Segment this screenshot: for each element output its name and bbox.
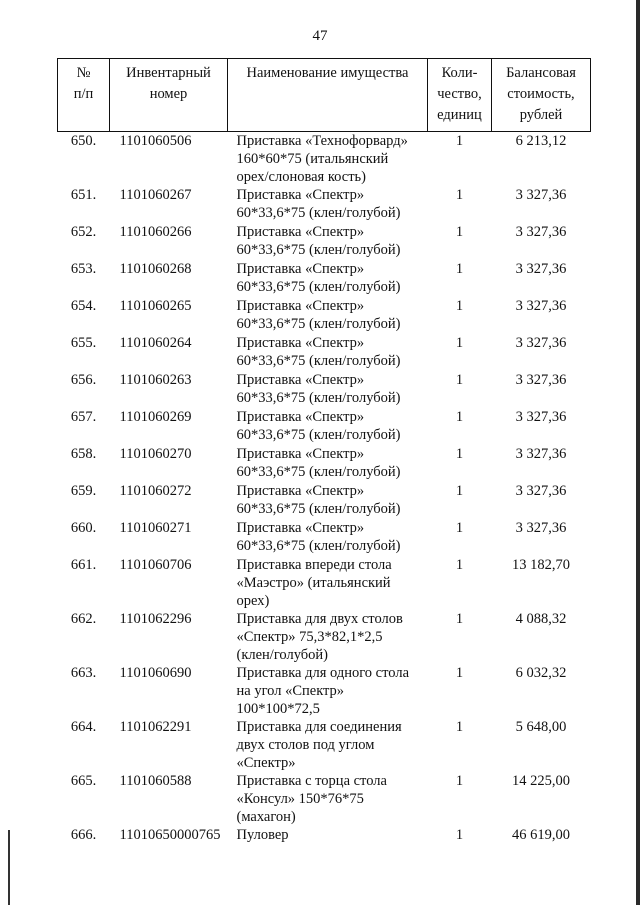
table-row — [58, 556, 591, 610]
inventory-number: 1101060271 — [119, 520, 192, 536]
property-name-line: Приставка для соединения — [236, 719, 402, 735]
property-name-line: Приставка «Спектр» — [236, 298, 365, 314]
balance-cost: 3 327,36 — [515, 261, 567, 277]
property-name-line: 60*33,6*75 (клен/голубой) — [236, 353, 401, 369]
balance-cost: 3 327,36 — [515, 224, 567, 240]
table-row — [58, 718, 591, 772]
scan-edge-right — [636, 0, 640, 905]
table-row — [58, 772, 591, 826]
property-name — [228, 334, 428, 371]
property-name — [228, 186, 428, 223]
property-name-line: (клен/голубой) — [236, 647, 328, 663]
header-cost-line: Балансовая — [506, 65, 576, 81]
balance-cost: 3 327,36 — [515, 372, 567, 388]
balance-cost: 3 327,36 — [515, 298, 567, 314]
header-cost-line: стоимость, — [507, 86, 575, 102]
inventory-number: 1101060506 — [119, 133, 192, 149]
property-name-line: Приставка «Спектр» — [236, 483, 365, 499]
quantity: 1 — [455, 483, 464, 499]
table-row — [58, 260, 591, 297]
property-name-line: орех) — [236, 593, 270, 609]
inventory-number: 1101060706 — [119, 557, 192, 573]
table-row — [58, 186, 591, 223]
header-qty — [428, 59, 492, 132]
quantity: 1 — [455, 298, 464, 314]
property-name-line: 60*33,6*75 (клен/голубой) — [236, 242, 401, 258]
balance-cost: 3 327,36 — [515, 335, 567, 351]
balance-cost: 3 327,36 — [515, 520, 567, 536]
property-name-line: 60*33,6*75 (клен/голубой) — [236, 316, 401, 332]
row-number: 655. — [70, 335, 97, 351]
property-name-line: Приставка «Спектр» — [236, 372, 365, 388]
balance-cost: 5 648,00 — [515, 719, 567, 735]
row-number: 659. — [70, 483, 97, 499]
quantity: 1 — [455, 335, 464, 351]
header-name-line: Наименование имущества — [246, 65, 409, 81]
row-number: 664. — [70, 719, 97, 735]
header-name — [228, 59, 428, 132]
table-row — [58, 664, 591, 718]
header-cost-line: рублей — [519, 107, 563, 123]
property-name — [228, 297, 428, 334]
balance-cost: 3 327,36 — [515, 409, 567, 425]
balance-cost: 4 088,32 — [515, 611, 567, 627]
inventory-number: 1101060265 — [119, 298, 192, 314]
property-name-line: Приставка впереди стола — [236, 557, 392, 573]
row-number: 665. — [70, 773, 97, 789]
row-number: 656. — [70, 372, 97, 388]
property-name-line: Приставка «Спектр» — [236, 335, 365, 351]
inventory-number: 1101060272 — [119, 483, 192, 499]
row-number: 661. — [70, 557, 97, 573]
property-name-line: 60*33,6*75 (клен/голубой) — [236, 390, 401, 406]
row-number: 666. — [70, 827, 97, 843]
property-name-line: 60*33,6*75 (клен/голубой) — [236, 464, 401, 480]
inventory-number: 1101060267 — [119, 187, 192, 203]
property-name-line: 100*100*72,5 — [236, 701, 320, 717]
quantity: 1 — [455, 827, 464, 843]
header-inventory-line: Инвентарный — [126, 65, 211, 81]
property-name — [228, 223, 428, 260]
row-number: 654. — [70, 298, 97, 314]
property-name-line: «Спектр» 75,3*82,1*2,5 — [236, 629, 383, 645]
property-name-line: «Консул» 150*76*75 — [236, 791, 364, 807]
property-name — [228, 519, 428, 556]
property-name — [228, 132, 428, 187]
row-number: 663. — [70, 665, 97, 681]
property-name-line: Приставка «Спектр» — [236, 446, 365, 462]
property-name-line: «Маэстро» (итальянский — [236, 575, 391, 591]
table-row — [58, 482, 591, 519]
property-name — [228, 371, 428, 408]
table-body — [58, 132, 591, 845]
table-row — [58, 223, 591, 260]
property-name-line: Приставка «Спектр» — [236, 409, 365, 425]
balance-cost: 3 327,36 — [515, 187, 567, 203]
inventory-number: 1101060269 — [119, 409, 192, 425]
row-number: 662. — [70, 611, 97, 627]
property-name-line: двух столов под углом — [236, 737, 375, 753]
property-name — [228, 772, 428, 826]
inventory-number: 1101060263 — [119, 372, 192, 388]
property-name — [228, 556, 428, 610]
property-name-line: 60*33,6*75 (клен/голубой) — [236, 501, 401, 517]
property-name-line: Приставка с торца стола — [236, 773, 387, 789]
row-number: 653. — [70, 261, 97, 277]
quantity: 1 — [455, 409, 464, 425]
table-row — [58, 334, 591, 371]
header-qty-line: чество, — [437, 86, 482, 102]
balance-cost: 14 225,00 — [512, 773, 570, 789]
table-row — [58, 610, 591, 664]
row-number: 652. — [70, 224, 97, 240]
row-number: 658. — [70, 446, 97, 462]
inventory-number: 1101060270 — [119, 446, 192, 462]
property-name — [228, 408, 428, 445]
header-cost — [492, 59, 591, 132]
quantity: 1 — [455, 557, 464, 573]
balance-cost: 13 182,70 — [512, 557, 570, 573]
inventory-table — [57, 58, 591, 844]
property-name-line: Приставка «Спектр» — [236, 224, 365, 240]
table-row — [58, 445, 591, 482]
balance-cost: 6 032,32 — [515, 665, 567, 681]
property-name-line: (махагон) — [236, 809, 296, 825]
header-qty-line: единиц — [437, 107, 482, 123]
table-row — [58, 408, 591, 445]
inventory-number: 1101060690 — [119, 665, 192, 681]
inventory-number: 11010650000765 — [119, 827, 221, 843]
property-name — [228, 610, 428, 664]
quantity: 1 — [455, 224, 464, 240]
table-header — [58, 59, 591, 132]
table-row — [58, 297, 591, 334]
property-name — [228, 482, 428, 519]
row-number: 660. — [70, 520, 97, 536]
quantity: 1 — [455, 261, 464, 277]
property-name-line: Приставка «Технофорвард» — [236, 133, 408, 149]
balance-cost: 6 213,12 — [515, 133, 567, 149]
quantity: 1 — [455, 773, 464, 789]
quantity: 1 — [455, 520, 464, 536]
balance-cost: 3 327,36 — [515, 446, 567, 462]
quantity: 1 — [455, 719, 464, 735]
header-num-line: п/п — [73, 86, 94, 102]
inventory-number: 1101060264 — [119, 335, 192, 351]
inventory-number: 1101062291 — [119, 719, 192, 735]
inventory-number: 1101062296 — [119, 611, 192, 627]
property-name — [228, 445, 428, 482]
property-name — [228, 718, 428, 772]
property-name-line: Приставка для одного стола — [236, 665, 409, 681]
property-name-line: 60*33,6*75 (клен/голубой) — [236, 279, 401, 295]
property-name-line: Приставка «Спектр» — [236, 520, 365, 536]
property-name-line: Пуловер — [236, 827, 289, 843]
header-num — [58, 59, 110, 132]
scan-edge-left — [8, 830, 10, 905]
property-name-line: 60*33,6*75 (клен/голубой) — [236, 205, 401, 221]
balance-cost: 3 327,36 — [515, 483, 567, 499]
inventory-number: 1101060268 — [119, 261, 192, 277]
inventory-number: 1101060266 — [119, 224, 192, 240]
quantity: 1 — [455, 665, 464, 681]
quantity: 1 — [455, 372, 464, 388]
property-name-line: Приставка для двух столов — [236, 611, 403, 627]
property-name-line: 60*33,6*75 (клен/голубой) — [236, 427, 401, 443]
property-name-line: 160*60*75 (итальянский — [236, 151, 389, 167]
inventory-number: 1101060588 — [119, 773, 192, 789]
table-row — [58, 519, 591, 556]
quantity: 1 — [455, 187, 464, 203]
property-name — [228, 664, 428, 718]
property-name-line: на угол «Спектр» — [236, 683, 345, 699]
property-name-line: «Спектр» — [236, 755, 296, 771]
table-row — [58, 371, 591, 408]
quantity: 1 — [455, 133, 464, 149]
property-name — [228, 826, 428, 844]
property-name-line: Приставка «Спектр» — [236, 187, 365, 203]
header-inventory-line: номер — [149, 86, 188, 102]
table-row — [58, 132, 591, 187]
row-number: 657. — [70, 409, 97, 425]
header-inventory — [110, 59, 228, 132]
page-number: 47 — [312, 28, 328, 44]
row-number: 651. — [70, 187, 97, 203]
row-number: 650. — [70, 133, 97, 149]
property-name — [228, 260, 428, 297]
property-name-line: орех/слоновая кость) — [236, 169, 366, 185]
quantity: 1 — [455, 611, 464, 627]
header-qty-line: Коли- — [441, 65, 478, 81]
property-name-line: 60*33,6*75 (клен/голубой) — [236, 538, 401, 554]
property-name-line: Приставка «Спектр» — [236, 261, 365, 277]
table-row — [58, 826, 591, 844]
header-num-line: № — [76, 65, 91, 81]
quantity: 1 — [455, 446, 464, 462]
balance-cost: 46 619,00 — [512, 827, 570, 843]
